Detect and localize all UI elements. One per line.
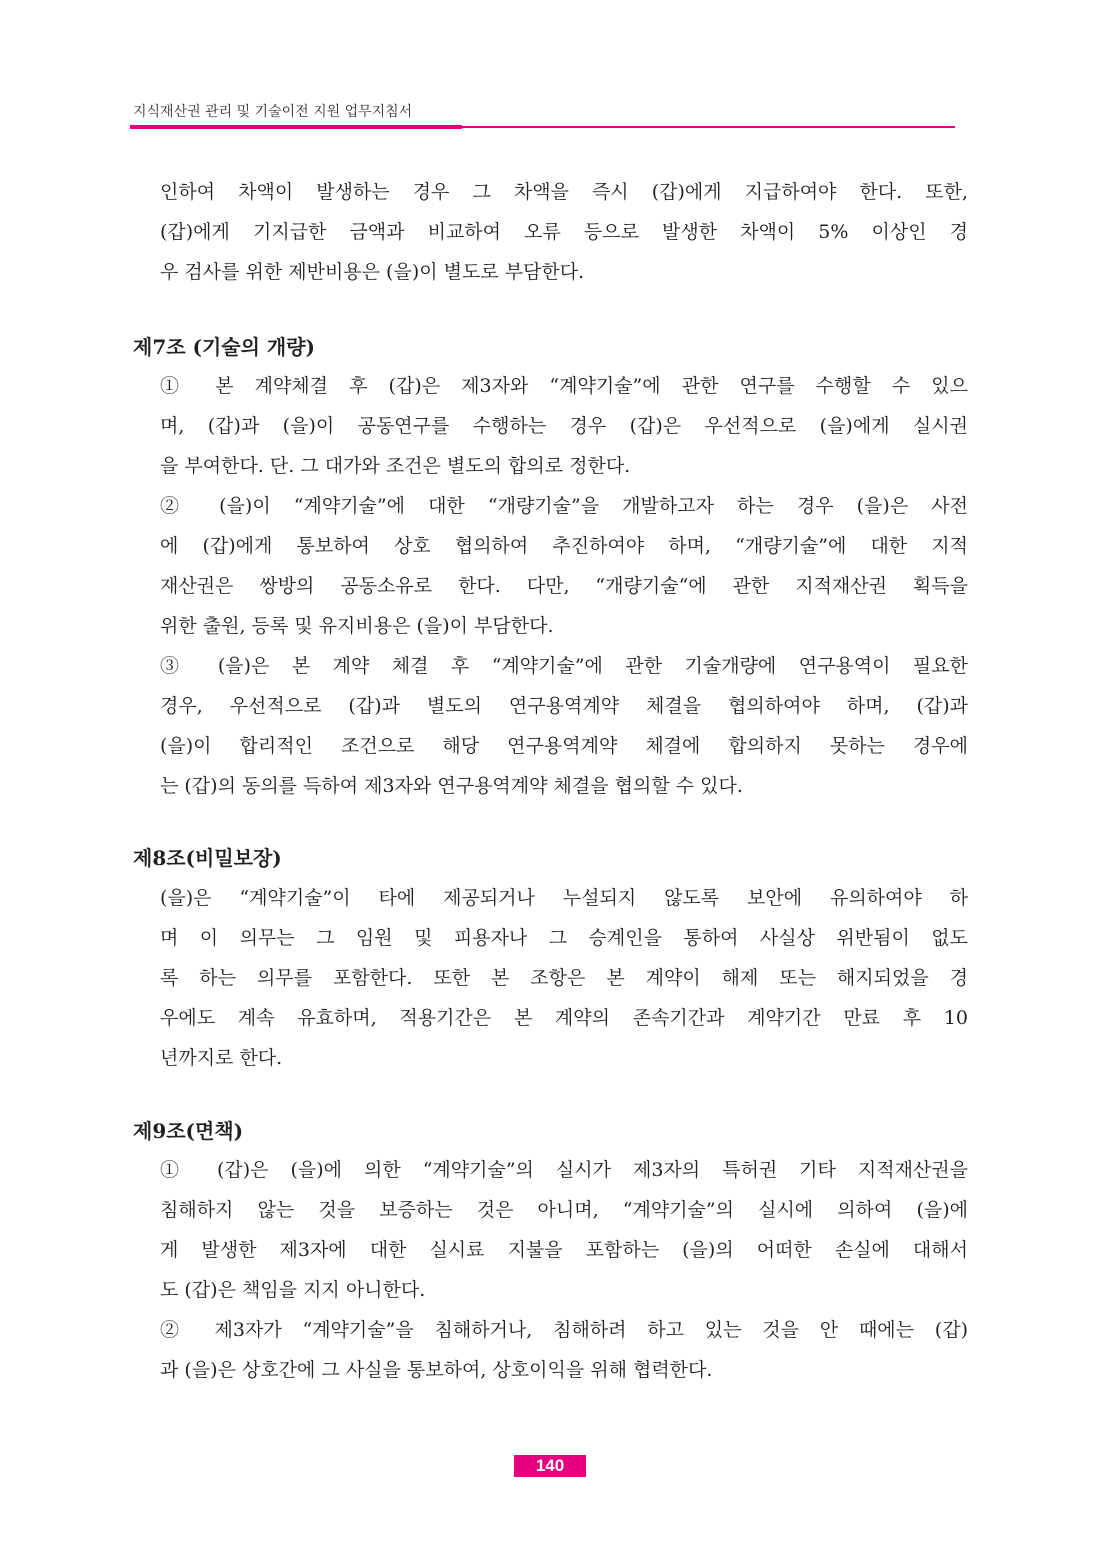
text-line: ① (갑)은 (을)에 의한 “계약기술”의 실시가 제3자의 특허권 기타 지적재산권을 [160,1159,968,1181]
text-line: ② 제3자가 “계약기술”을 침해하거나, 침해하려 하고 있는 것을 안 때에는 (갑) [160,1319,968,1341]
text-line: 재산권은 쌍방의 공동소유로 한다. 다만, “개량기술“에 관한 지적재산권 획득을 [160,575,968,597]
text-line: 년까지로 한다. [160,1047,283,1069]
text-line: 과 (을)은 상호간에 그 사실을 통보하여, 상호이익을 위해 협력한다. [160,1359,713,1381]
article-8-body [160,878,968,1078]
intro-paragraph [160,172,968,292]
text-line: 에 (갑)에게 통보하여 상호 협의하여 추진하여야 하며, “개량기술”에 대한 지적 [160,535,968,557]
article-8-heading: 제8조(비밀보장) [133,846,282,870]
text-line: (을)은 “계약기술”이 타에 제공되거나 누설되지 않도록 보안에 유의하여야 하 [160,887,968,909]
text-line: 우에도 계속 유효하며, 적용기간은 본 계약의 존속기간과 계약기간 만료 후 10 [160,1007,968,1029]
article-9-body [160,1150,968,1390]
running-header: 지식재산권 관리 및 기술이전 지원 업무지침서 [133,104,413,120]
page-number: 140 [514,1455,586,1477]
text-line: 게 발생한 제3자에 대한 실시료 지불을 포함하는 (을)의 어떠한 손실에 대해서 [160,1239,968,1261]
text-line: ② (을)이 “계약기술”에 대한 “개량기술”을 개발하고자 하는 경우 (을)은 사전 [160,495,968,517]
text-line: 경우, 우선적으로 (갑)과 별도의 연구용역계약 체결을 협의하여야 하며, (갑)과 [160,695,968,717]
text-line: ① 본 계약체결 후 (갑)은 제3자와 “계약기술”에 관한 연구를 수행할 수 있으 [160,375,968,397]
text-line: (갑)에게 기지급한 금액과 비교하여 오류 등으로 발생한 차액이 5% 이상인 경 [160,221,968,243]
article-7-body [160,366,968,806]
text-line: 침해하지 않는 것을 보증하는 것은 아니며, “계약기술”의 실시에 의하여 (을)에 [160,1199,968,1221]
text-line: 을 부여한다. 단. 그 대가와 조건은 별도의 합의로 정한다. [160,455,631,477]
text-line: (을)이 합리적인 조건으로 해당 연구용역계약 체결에 합의하지 못하는 경우에 [160,735,968,757]
text-line: 는 (갑)의 동의를 득하여 제3자와 연구용역계약 체결을 협의할 수 있다. [160,775,743,797]
text-line: 며, (갑)과 (을)이 공동연구를 수행하는 경우 (갑)은 우선적으로 (을)에게 실시권 [160,415,968,437]
text-line: 도 (갑)은 책임을 지지 아니한다. [160,1279,426,1301]
article-9-heading: 제9조(면책) [133,1119,244,1143]
text-line: ③ (을)은 본 계약 체결 후 “계약기술”에 관한 기술개량에 연구용역이 필요한 [160,655,968,677]
text-line: 인하여 차액이 발생하는 경우 그 차액을 즉시 (갑)에게 지급하여야 한다. 또한, [160,181,968,203]
text-line: 며 이 의무는 그 임원 및 피용자나 그 승계인을 통하여 사실상 위반됨이 없도 [160,927,968,949]
text-line: 우 검사를 위한 제반비용은 (을)이 별도로 부담한다. [160,261,585,283]
header-rule-accent [130,125,462,129]
article-7-heading: 제7조 (기술의 개량) [133,335,316,359]
text-line: 위한 출원, 등록 및 유지비용은 (을)이 부담한다. [160,615,554,637]
text-line: 록 하는 의무를 포함한다. 또한 본 조항은 본 계약이 해제 또는 해지되었을 경 [160,967,968,989]
